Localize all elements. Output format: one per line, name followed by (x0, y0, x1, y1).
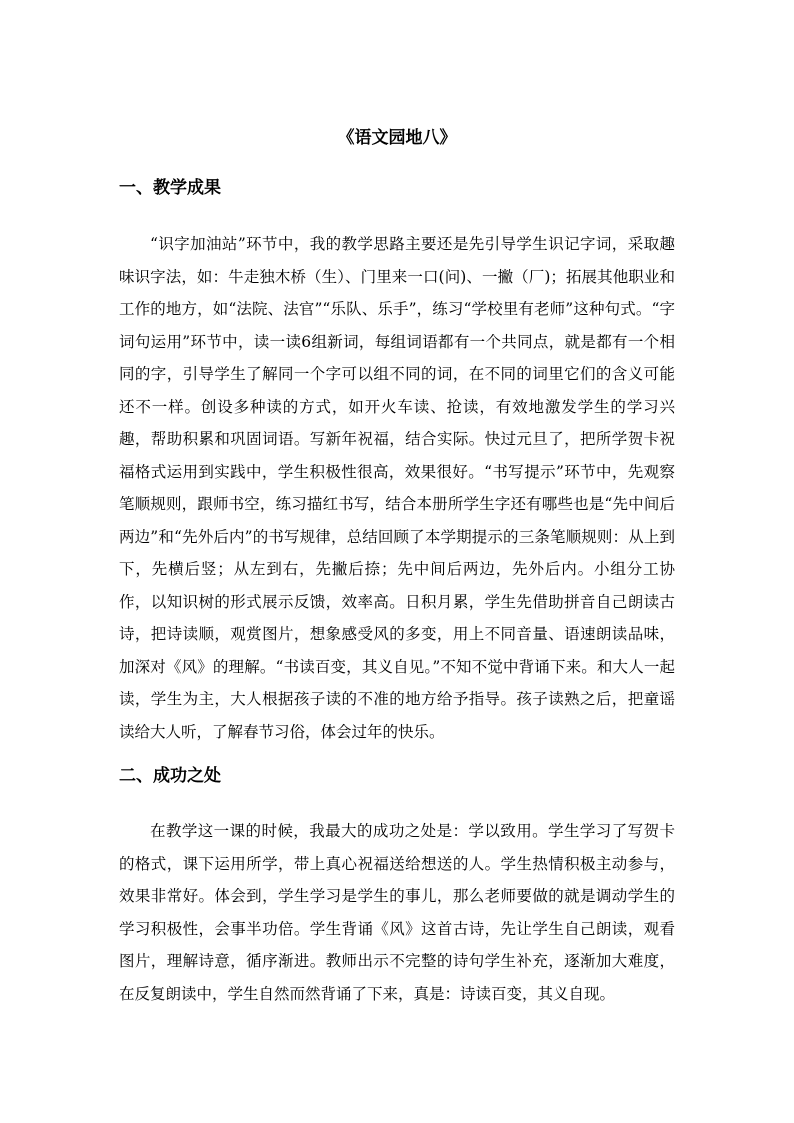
section-heading-teaching-results: 一、教学成果 (119, 178, 221, 198)
section-paragraph-teaching-results: “识字加油站”环节中，我的教学思路主要还是先引导学生识记字词，采取趣味识字法，如：牛走独木桥（生）、门里来一口(问)、一撇（厂)；拓展其他职业和工作的地方，如“法院、法官”“乐队、乐手”，练习“学校里有老师”这种句式。“字词句运用”环节中，读一读6组新词，每组词语都有一个共同点，就是都有一个相同的字，引导学生了解同一个字可以组不同的词，在不同的词里它们的含义可能还不一样。创设多种读的方式，如开火车读、抢读，有效地激发学生的学习兴趣，帮助积累和巩固词语。写新年祝福，结合实际。快过元旦了，把所学贺卡祝福格式运用到实践中，学生积极性很高，效果很好。“书写提示”环节中，先观察笔顺规则，跟师书空，练习描红书写，结合本册所学生字还有哪些也是“先中间后两边”和“先外后内”的书写规律，总结回顾了本学期提示的三条笔顺规则：从上到下，先横后竖；从左到右，先撇后捺；先中间后两边，先外后内。小组分工协作，以知识树的形式展示反馈，效率高。日积月累，学生先借助拼音自己朗读古诗，把诗读顺，观赏图片，想象感受风的多变，用上不同音量、语速朗读品味，加深对《风》的理解。“书读百变，其义自见。”不知不觉中背诵下来。和大人一起读，学生为主，大人根据孩子读的不准的地方给予指导。孩子读熟之后，把童谣读给大人听，了解春节习俗，体会过年的快乐。 (119, 235, 675, 741)
section-heading-successes: 二、成功之处 (119, 766, 221, 786)
section-paragraph-successes: 在教学这一课的时候，我最大的成功之处是：学以致用。学生学习了写贺卡的格式，课下运用所学，带上真心祝福送给想送的人。学生热情积极主动参与，效果非常好。体会到，学生学习是学生的事儿，那么老师要做的就是调动学生的学习积极性，会事半功倍。学生背诵《风》这首古诗，先让学生自己朗读，观看图片，理解诗意，循序渐进。教师出示不完整的诗句学生补充，逐渐加大难度，在反复朗读中，学生自然而然背诵了下来，真是：诗读百变，其义自现。 (119, 822, 675, 1003)
document-title: 《语文园地八》 (337, 128, 457, 148)
